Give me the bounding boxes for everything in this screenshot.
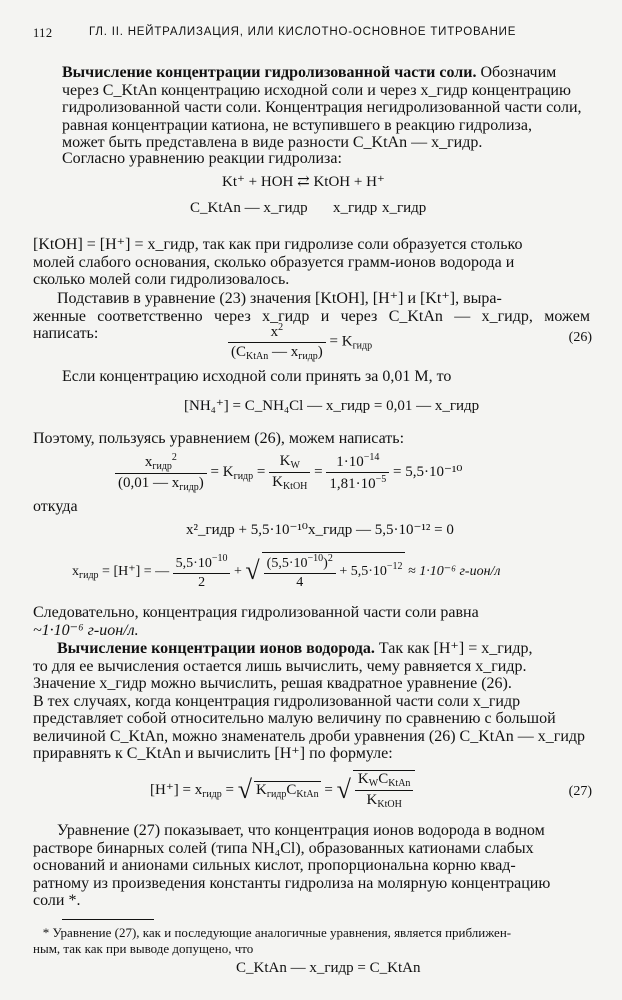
text-line: Уравнение (27) показывает, что концентрация ионов водорода в водном	[57, 822, 545, 839]
section1-line: Обозначим	[480, 64, 557, 81]
text-line: соли *.	[33, 892, 81, 909]
section2-heading: Вычисление концентрации ионов водорода.	[57, 640, 375, 657]
footnote	[33, 925, 590, 957]
section1-heading: Вычисление концентрации гидролизованной части соли.	[62, 64, 477, 81]
text-line: приравнять к C_KtAn и вычислить [H⁺] по формуле:	[33, 745, 393, 762]
text-line: Следовательно, концентрация гидролизованной части соли равна	[33, 604, 479, 621]
nh4-equation: [NH₄⁺] = C_NH₄Cl — x_гидр = 0,01 — x_гидр	[184, 398, 480, 414]
ratio-value: = 5,5·10⁻¹⁰	[393, 463, 463, 480]
ratio-equation: $\frac{x_{гидр}^2}{(0,01 — x_{гидр})}$ = $K_{гидр}$ = $\frac{K_W}{K_{KtOH}}$ = $\frac{1\cdot 10^{-14}}{1,81\cdot 10^{-5}}$ = 5,5·10⁻¹⁰	[115, 452, 462, 493]
equation-27: $[H^+] = x_{гидр}$ = √ $K_{гидр}C_{KtAn}$ = √ $\frac{K_WC_{KtAn}}{K_{KtOH}}$	[150, 770, 415, 810]
section1-line: может быть представлена в виде разности C_KtAn — x_гидр.	[62, 134, 483, 151]
text-line: женные соответственно через x_гидр и через C_KtAn — x_гидр, можем написать:	[33, 307, 590, 342]
text-line: В тех случаях, когда концентрация гидролизованной части соли x_гидр	[33, 692, 521, 710]
chapter-title: ГЛ. II. НЕЙТРАЛИЗАЦИЯ, ИЛИ КИСЛОТНО-ОСНОВНОЕ ТИТРОВАНИЕ	[89, 26, 517, 38]
page-number: 112	[33, 26, 53, 40]
reaction-term-x1: x_гидр	[333, 200, 378, 216]
text-line: ~1·10⁻⁶ г-ион/л.	[33, 621, 139, 639]
reaction-term-c: C_KtAn — x_гидр	[190, 200, 308, 216]
after-reaction-paragraph	[33, 236, 590, 289]
footnote-line: * Уравнение (27), как и последующие аналогичные уравнения, является приближен-	[42, 925, 512, 940]
initial-conc-line: Если концентрацию исходной соли принять за 0,01 M, то	[62, 368, 452, 385]
section1-line: равная концентрации катиона, не вступившего в реакцию гидролиза,	[62, 116, 532, 134]
whence-line: откуда	[33, 498, 78, 515]
quadratic-equation: x²_гидр + 5,5·10⁻¹⁰x_гидр — 5,5·10⁻¹² = 0	[186, 522, 454, 538]
closing-paragraph	[33, 822, 590, 910]
footnote-formula: C_KtAn — x_гидр = C_KtAn	[236, 960, 421, 976]
section2-paragraph	[33, 640, 590, 763]
solution-value: ≈ 1·10⁻⁶ г-ион/л	[408, 564, 501, 580]
reaction-term-x2: x_гидр	[382, 200, 427, 216]
equation-26: $\frac{x^2}{(C_{KtAn} — x_{гидр})}$ = $K_{гидр}$	[228, 322, 372, 362]
text-line: представляет собой относительно малую величину по сравнению с большой	[33, 710, 556, 727]
text-line: величиной C_KtAn, можно знаменатель дроби уравнения (26) C_KtAn — x_гидр	[33, 727, 586, 745]
conclusion-paragraph	[33, 604, 590, 639]
section1-line: гидролизованной части соли. Концентрация негидролизованной части соли,	[62, 99, 582, 116]
text-line: то для ее вычисления остается лишь вычислить, чему равняется x_гидр.	[33, 657, 527, 675]
text-line: молей слабого основания, сколько образуется грамм-ионов водорода и	[33, 253, 515, 271]
text-line: оснований и анионами сильных кислот, пропорциональна корню квад-	[33, 857, 516, 874]
text-line: Подставив в уравнение (23) значения [KtOH], [H⁺] и [Kt⁺], выра-	[57, 290, 502, 307]
footnote-line: ным, так как при выводе допущено, что	[33, 941, 254, 956]
footnote-divider	[62, 919, 154, 920]
text-line: [KtOH] = [H⁺] = x_гидр, так как при гидролизе соли образуется столько	[33, 236, 523, 253]
section1-line: через C_KtAn концентрацию исходной соли и через x_гидр концентрацию	[62, 81, 571, 99]
section1-paragraph	[62, 64, 590, 152]
text-line: Значение x_гидр можно вычислить, решая квадратное уравнение (26).	[33, 675, 512, 692]
eq26-fraction: $\frac{x^2}{(C_{KtAn} — x_{гидр})}$	[228, 322, 326, 362]
text-line: Так как [H⁺] = x_гидр,	[378, 640, 533, 657]
hydrolysis-reaction: Kt⁺ + HOH ⇄ KtOH + H⁺	[222, 174, 385, 190]
eq27-label: (27)	[568, 784, 592, 799]
text-line: сколько молей соли гидролизовалось.	[33, 271, 290, 288]
text-line: ратному из произведения константы гидролиза на молярную концентрацию	[33, 874, 551, 892]
using26-line: Поэтому, пользуясь уравнением (26), можем написать:	[33, 430, 405, 447]
eq26-label: (26)	[568, 330, 592, 345]
reaction-intro: Согласно уравнению реакции гидролиза:	[62, 150, 342, 167]
text-line: растворе бинарных солей (типа NH₄Cl), образованных катионами слабых	[33, 839, 534, 857]
solution-equation: $x_{гидр} = [H^+]$ = — $\frac{5,5\cdot 10^{-10}}{2}$ + √ $\frac{(5,5\cdot 10^{-10})^2}{4}$ + $5,5\cdot 10^{-12} \approx 1\cdot 10^{-6}$ г-ион/л	[72, 553, 501, 590]
